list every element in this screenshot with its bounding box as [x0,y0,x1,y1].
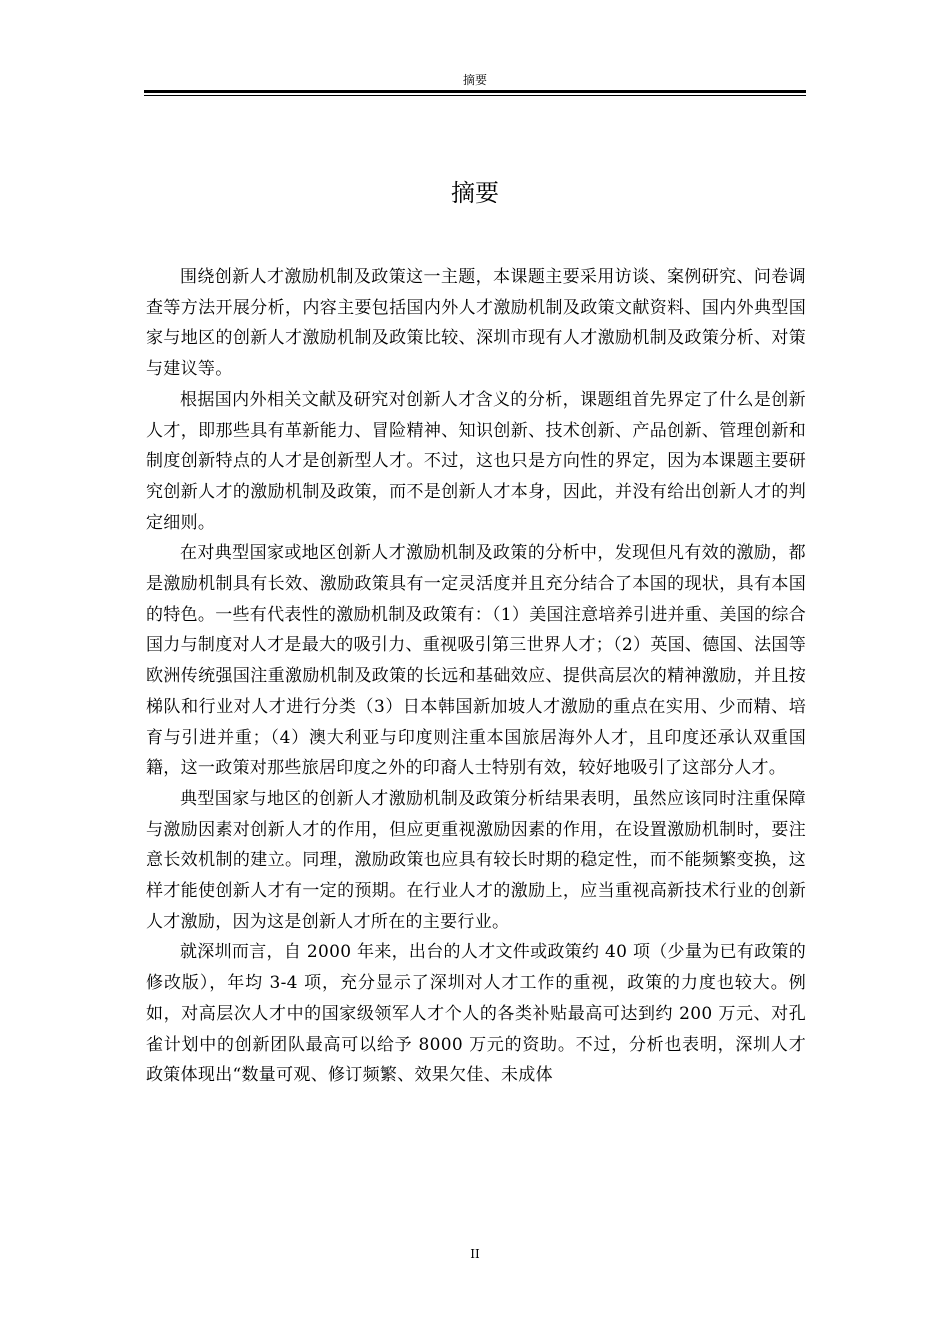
paragraph: 典型国家与地区的创新人才激励机制及政策分析结果表明，虽然应该同时注重保障与激励因素对创新人才的作用，但应更重视激励因素的作用，在设置激励机制时，要注意长效机制的建立。同理，激励政策也应具有较长时期的稳定性，而不能频繁变换，这样才能使创新人才有一定的预期。在行业人才的激励上，应当重视高新技术行业的创新人才激励，因为这是创新人才所在的主要行业。 [146,788,806,932]
page-number: II [470,1247,480,1261]
header-rule-thin [144,95,806,96]
paragraph: 在对典型国家或地区创新人才激励机制及政策的分析中，发现但凡有效的激励，都是激励机制具有长效、激励政策具有一定灵活度并且充分结合了本国的现状，具有本国的特色。一些有代表性的激励机制及政策有：（1）美国注意培养引进并重、美国的综合国力与制度对人才是最大的吸引力、重视吸引第三世界人才；（2）英国、德国、法国等欧洲传统强国注重激励机制及政策的长远和基础效应、提供高层次的精神激励，并且按梯队和行业对人才进行分类（3）日本韩国新加坡人才激励的重点在实用、少而精、培育与引进并重；（4）澳大利亚与印度则注重本国旅居海外人才，且印度还承认双重国籍，这一政策对那些旅居印度之外的印裔人士特别有效，较好地吸引了这部分人才。 [146,543,807,779]
paragraph: 就深圳而言，自 2000 年来，出台的人才文件或政策约 40 项（少量为已有政策的修改版），年均 3-4 项，充分显示了深圳对人才工作的重视，政策的力度也较大。例如，对高层次人才中的国家级领军人才个人的各类补贴最高可达到约 200 万元、对孔雀计划中的创新团队最高可以给予 8000 万元的资助。不过，分析也表明，深圳人才政策体现出“数量可观、修订频繁、效果欠佳、未成体 [146,942,806,1086]
header-rule-thick [144,90,806,93]
running-header: 摘要 [462,73,487,87]
paragraph: 根据国内外相关文献及研究对创新人才含义的分析，课题组首先界定了什么是创新人才，即那些具有革新能力、冒险精神、知识创新、技术创新、产品创新、管理创新和制度创新特点的人才是创新型人才。不过，这也只是方向性的界定，因为本课题主要研究创新人才的激励机制及政策，而不是创新人才本身，因此，并没有给出创新人才的判定细则。 [146,389,806,533]
abstract-body [146,262,806,1091]
paragraph: 围绕创新人才激励机制及政策这一主题，本课题主要采用访谈、案例研究、问卷调查等方法开展分析，内容主要包括国内外人才激励机制及政策文献资料、国内外典型国家与地区的创新人才激励机制及政策比较、深圳市现有人才激励机制及政策分析、对策与建议等。 [146,267,806,380]
page-title: 摘要 [451,179,499,207]
